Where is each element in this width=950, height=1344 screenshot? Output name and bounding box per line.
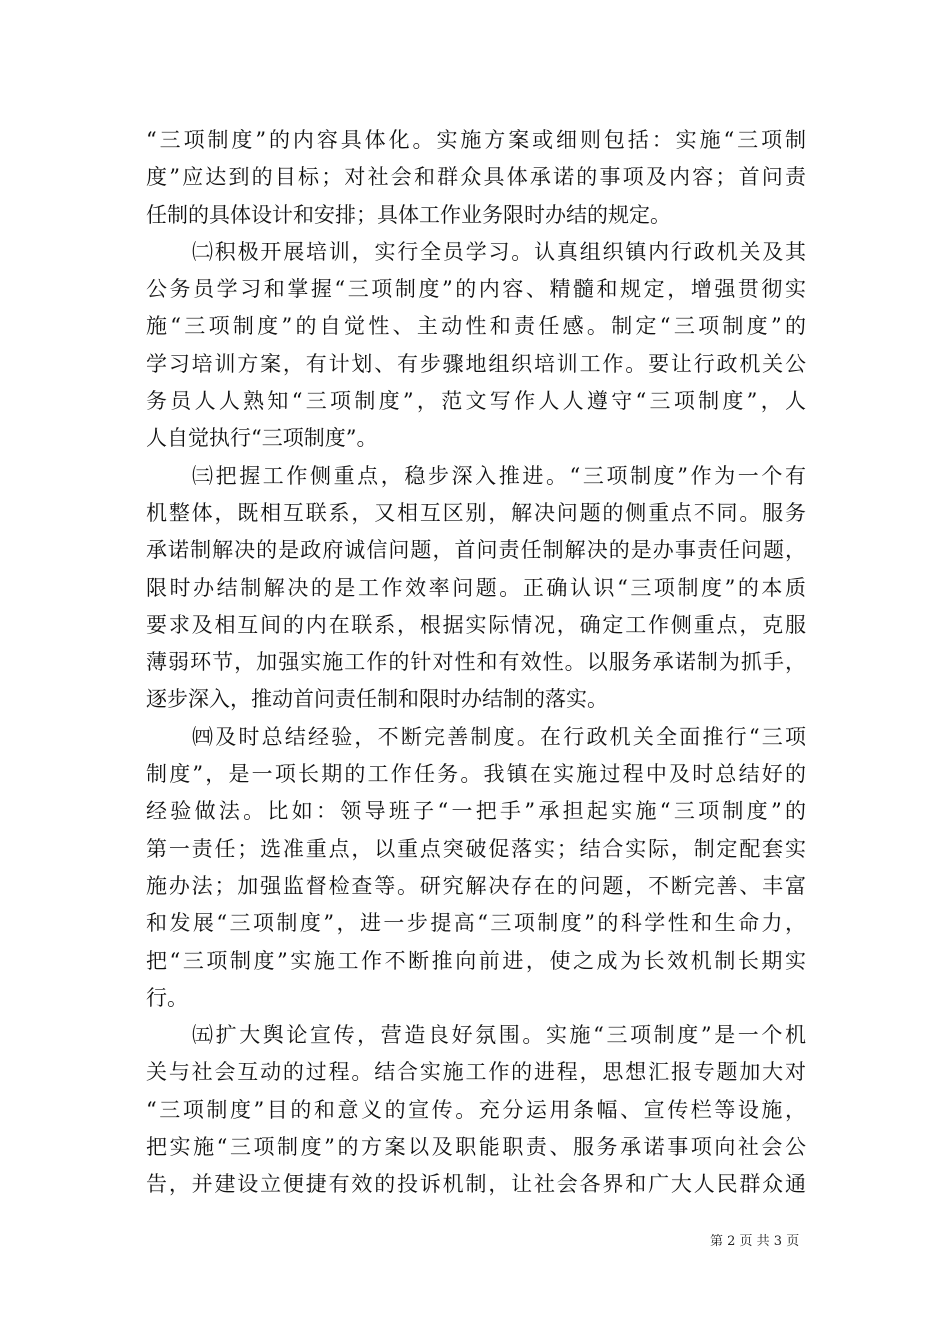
text-line: 逐步深入，推动首问责任制和限时办结制的落实。 [146,687,608,712]
text-line: 任制的具体设计和安排；具体工作业务限时办结的规定。 [146,202,671,227]
text-line: 制度”，是一项长期的工作任务。我镇在实施过程中及时总结好的 [146,762,806,787]
text-line: “三项制度”的内容具体化。实施方案或细则包括：实施“三项制 [146,128,806,152]
text-line: 行。 [146,985,188,1010]
text-line: 施办法；加强监督检查等。研究解决存在的问题，不断完善、丰富 [146,873,806,898]
text-line: 公务员学习和掌握“三项制度”的内容、精髓和规定，增强贯彻实 [146,277,806,302]
paragraph-start-line: ㈣及时总结经验，不断完善制度。在行政机关全面推行“三项 [192,724,806,749]
text-line: 机整体，既相互联系，又相互区别，解决问题的侧重点不同。服务 [146,500,806,525]
text-line: 要求及相互间的内在联系，根据实际情况，确定工作侧重点，克服 [146,612,806,637]
text-line: 施“三项制度”的自觉性、主动性和责任感。制定“三项制度”的 [146,314,806,339]
text-line: 告，并建设立便捷有效的投诉机制，让社会各界和广大人民群众通 [146,1172,806,1197]
text-line: 学习培训方案，有计划、有步骤地组织培训工作。要让行政机关公 [146,351,806,376]
text-line: 薄弱环节，加强实施工作的针对性和有效性。以服务承诺制为抓手， [146,650,806,675]
paragraph-start-line: ㈤扩大舆论宣传，营造良好氛围。实施“三项制度”是一个机 [192,1023,806,1048]
text-line: 人自觉执行“三项制度”。 [146,426,378,451]
text-line: “三项制度”目的和意义的宣传。充分运用条幅、宣传栏等设施， [146,1097,806,1122]
document-body [146,122,806,1204]
text-line: 关与社会互动的过程。结合实施工作的进程，思想汇报专题加大对 [146,1060,806,1085]
text-line: 把“三项制度”实施工作不断推向前进，使之成为长效机制长期实 [146,948,806,973]
text-line: 和发展“三项制度”，进一步提高“三项制度”的科学性和生命力， [146,911,806,936]
text-line: 承诺制解决的是政府诚信问题，首问责任制解决的是办事责任问题， [146,538,806,563]
text-line: 度”应达到的目标；对社会和群众具体承诺的事项及内容；首问责 [146,165,806,190]
text-line: 经验做法。比如：领导班子“一把手”承担起实施“三项制度”的 [146,799,806,824]
text-line: 把实施“三项制度”的方案以及职能职责、服务承诺事项向社会公 [146,1135,806,1160]
text-line: 务员人人熟知“三项制度”，范文写作人人遵守“三项制度”，人 [146,389,806,414]
paragraph-start-line: ㈢把握工作侧重点，稳步深入推进。“三项制度”作为一个有 [192,463,806,488]
text-line: 限时办结制解决的是工作效率问题。正确认识“三项制度”的本质 [146,575,806,600]
text-line: 第一责任；选准重点，以重点突破促落实；结合实际，制定配套实 [146,836,806,861]
paragraph-start-line: ㈡积极开展培训，实行全员学习。认真组织镇内行政机关及其 [192,239,806,264]
page-number-footer: 第 2 页 共 3 页 [710,1234,800,1249]
